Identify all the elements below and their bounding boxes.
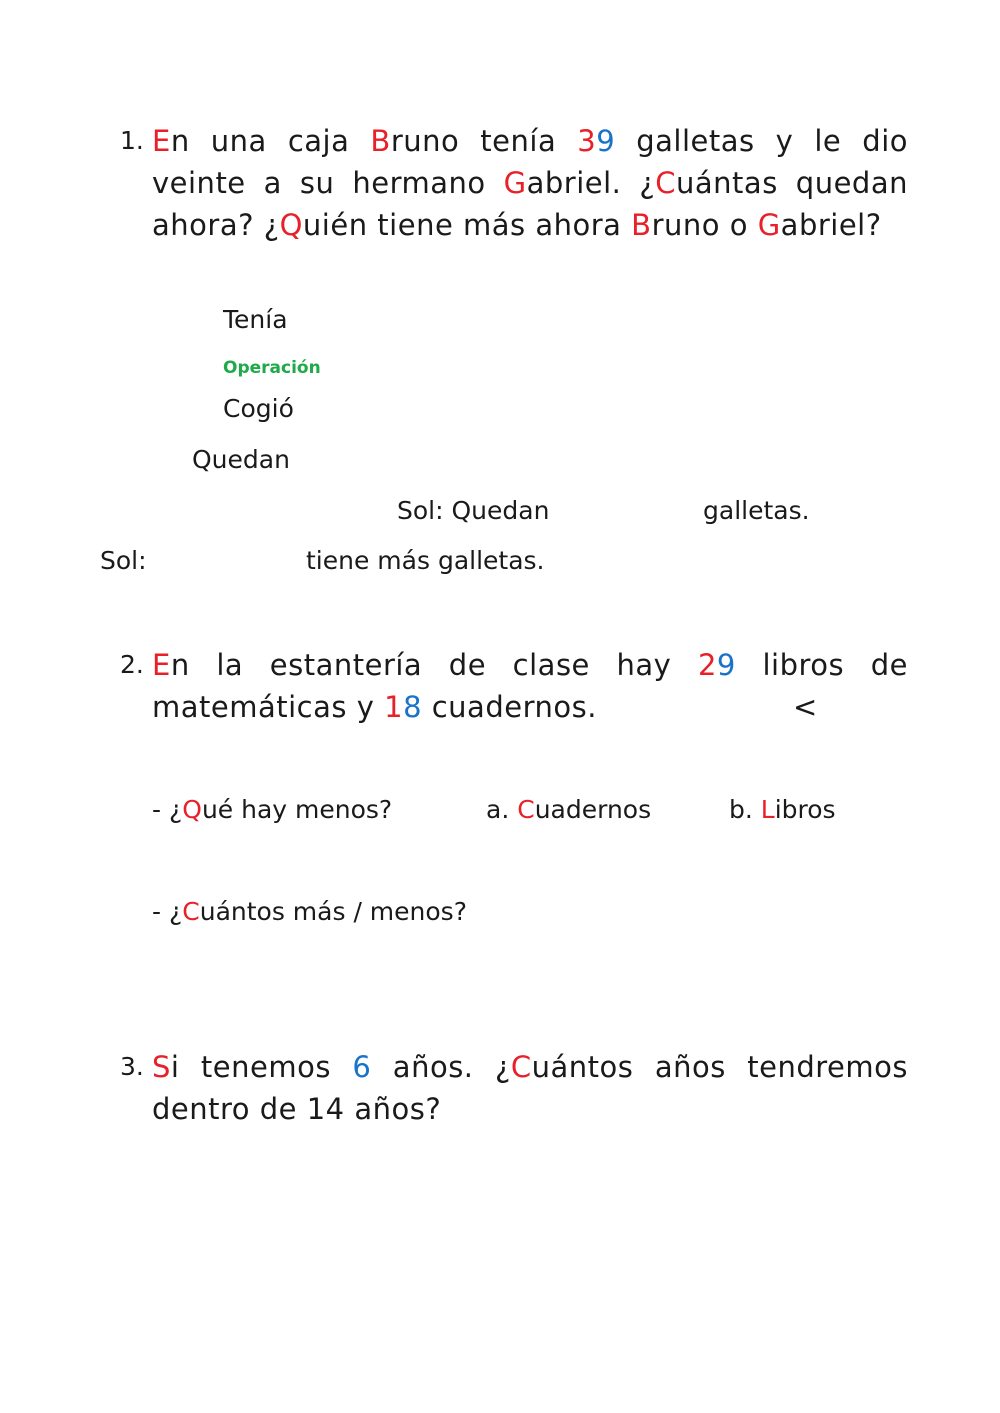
text-run: n la estantería de clase hay: [170, 648, 698, 682]
solution-1-suffix: galletas.: [703, 496, 810, 525]
text-run: abriel. ¿: [526, 166, 656, 200]
work-label-operacion: Operación: [223, 358, 321, 378]
text-run: B: [370, 124, 391, 158]
text-run: E: [152, 124, 171, 158]
problem-3: [120, 1046, 908, 1130]
solution-2-suffix: tiene más galletas.: [306, 546, 545, 575]
text-run: S: [152, 1050, 171, 1084]
work-label-quedan: Quedan: [192, 445, 290, 474]
text-run: runo tenía: [390, 124, 578, 158]
text-run: 8: [403, 690, 423, 724]
text-run: uántas quedan ahora? ¿: [152, 166, 908, 242]
work-label-tenia: Tenía: [223, 305, 288, 334]
text-run: uántos años tendremos dentro de 14 años?: [152, 1050, 908, 1126]
problem-text: [152, 1046, 908, 1130]
less-than-symbol: <: [793, 690, 818, 724]
text-run: años. ¿: [371, 1050, 511, 1084]
problem-number: 3.: [120, 1052, 144, 1081]
text-run: E: [152, 648, 171, 682]
work-label-cogio: Cogió: [223, 394, 294, 423]
text-run: 9: [596, 124, 616, 158]
text-run: i tenemos: [170, 1050, 353, 1084]
text-run: cuadernos.: [422, 690, 597, 724]
text-run: runo o: [651, 208, 758, 242]
text-run: 1: [384, 690, 404, 724]
text-run: B: [631, 208, 652, 242]
text-run: C: [510, 1050, 532, 1084]
text-run: Q: [279, 208, 303, 242]
text-run: uién tiene más ahora: [302, 208, 632, 242]
option-a: a. Cuadernos: [486, 795, 652, 824]
option-b: b. Libros: [729, 795, 836, 824]
solution-1-prefix: Sol: Quedan: [397, 496, 550, 525]
problem-1: [120, 120, 908, 246]
problem-number: 1.: [120, 126, 144, 155]
problem-text: [152, 120, 908, 246]
text-run: galletas y le dio veinte a su hermano: [152, 124, 908, 200]
text-run: C: [655, 166, 677, 200]
question-how-many: - ¿Cuántos más / menos?: [152, 897, 467, 926]
text-run: 6: [352, 1050, 372, 1084]
text-run: G: [757, 208, 781, 242]
text-run: n una caja: [170, 124, 371, 158]
solution-2-prefix: Sol:: [100, 546, 147, 575]
text-run: 9: [716, 648, 736, 682]
text-run: libros de matemáticas y: [152, 648, 908, 724]
text-run: G: [503, 166, 527, 200]
text-run: 3: [577, 124, 597, 158]
problem-2: [120, 644, 908, 728]
problem-number: 2.: [120, 650, 144, 679]
text-run: 2: [697, 648, 717, 682]
text-run: abriel?: [780, 208, 882, 242]
question-less: - ¿Qué hay menos?: [152, 795, 393, 824]
